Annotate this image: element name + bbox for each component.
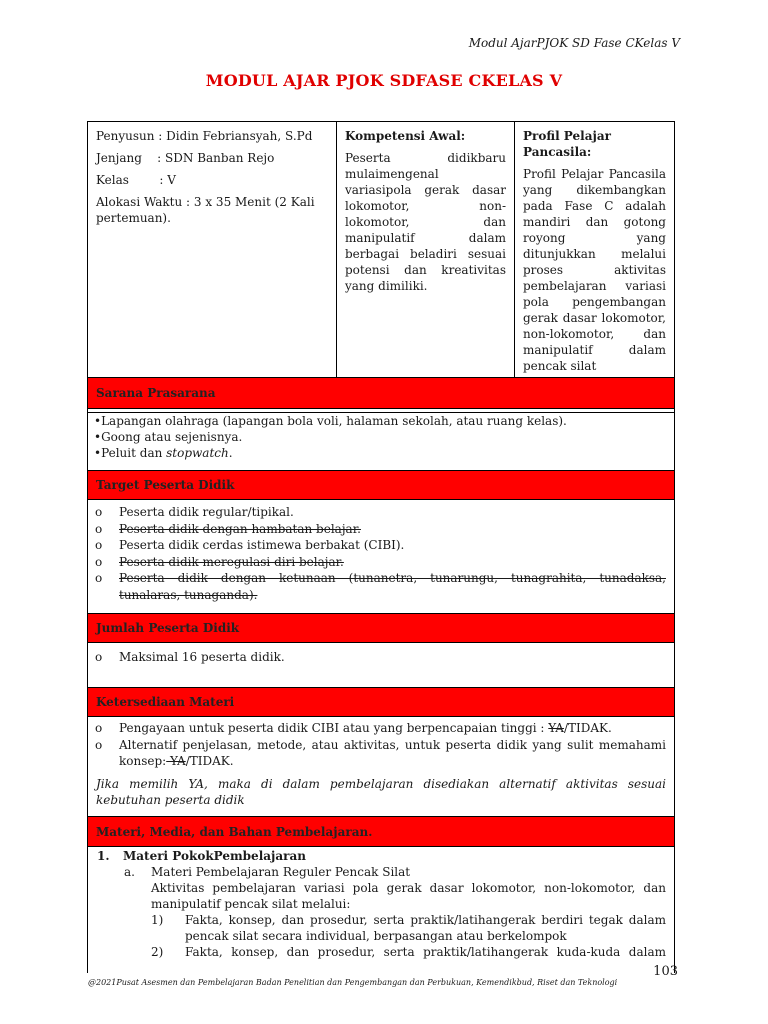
- circle-bullet-icon: o: [95, 538, 103, 552]
- material-availability-content: [88, 720, 674, 816]
- learning-materials-content: [88, 848, 674, 973]
- section-header-material-availability: [88, 687, 674, 717]
- competence-line: berbagai beladiri sesuai: [345, 247, 506, 261]
- pancasila-profile-cell: [514, 122, 674, 377]
- profile-line: yang dikembangkan: [523, 183, 666, 197]
- module-table: [87, 121, 675, 973]
- list-item: o Maksimal 16 peserta didik.: [95, 650, 285, 664]
- circle-bullet-icon: o: [95, 521, 103, 536]
- competence-line: Peserta didikbaru: [345, 151, 506, 165]
- section-title: Materi, Media, dan Bahan Pembelajaran.: [96, 824, 373, 839]
- section-title: Target Peserta Didik: [96, 478, 235, 492]
- initial-competence-heading: Kompetensi Awal:: [345, 129, 466, 143]
- bullet-icon: •: [94, 430, 102, 444]
- profile-line: royong yang: [523, 231, 666, 245]
- page-number: 103: [653, 964, 678, 979]
- identity-cell: [88, 122, 336, 377]
- profile-line: pembelajaran variasi: [523, 279, 666, 293]
- competence-line: lokomotor, non-: [345, 199, 506, 213]
- material-heading-1: 1. Materi PokokPembelajaran: [97, 849, 306, 863]
- competence-line: potensi dan kreativitas: [345, 263, 506, 277]
- circle-bullet-icon: o: [95, 554, 103, 569]
- list-item: o Peserta didik meregulasi diri belajar.: [95, 554, 344, 569]
- circle-bullet-icon: o: [95, 721, 103, 735]
- section-title: Ketersediaan Materi: [96, 695, 235, 709]
- profile-line: proses aktivitas: [523, 263, 666, 277]
- profile-line: manipulatif dalam: [523, 343, 666, 357]
- running-header: Modul AjarPJOK SD Fase CKelas V: [468, 36, 680, 50]
- profile-line: Profil Pelajar Pancasila: [523, 167, 666, 181]
- material-description: Aktivitas pembelajaran variasi pola gerak dasar lokomotor, non-lokomotor, dan manipulatif pencak silat melalui:: [151, 881, 666, 911]
- pancasila-profile-heading: Profil Pelajar Pancasila:: [523, 129, 611, 159]
- section-header-learning-materials: [88, 816, 674, 847]
- list-item: o Peserta didik regular/tipikal.: [95, 505, 294, 519]
- profile-line: pada Fase C adalah: [523, 199, 666, 213]
- profile-line: non-lokomotor, dan: [523, 327, 666, 341]
- footer-copyright: @2021Pusat Asesmen dan Pembelajaran Badan Penelitian dan Pengembangan dan Perbukuan, Kemendikbud, Riset dan Teknologi: [88, 978, 618, 987]
- document-title: MODUL AJAR PJOK SDFASE CKELAS V: [205, 71, 563, 90]
- circle-bullet-icon: o: [95, 505, 103, 519]
- info-row: [88, 122, 674, 377]
- competence-line: manipulatif dalam: [345, 231, 506, 245]
- time-allocation-line: Alokasi Waktu : 3 x 35 Menit (2 Kali pertemuan).: [96, 195, 315, 225]
- section-header-target-students: [88, 470, 674, 500]
- section-title: Jumlah Peserta Didik: [96, 621, 240, 635]
- profile-line: gerak dasar lokomotor,: [523, 311, 666, 325]
- target-students-content: [88, 504, 674, 612]
- level-line: Jenjang : SDN Banban Rejo: [96, 151, 275, 165]
- section-header-student-count: [88, 613, 674, 643]
- class-line: Kelas : V: [96, 173, 176, 187]
- list-item: o Peserta didik dengan hambatan belajar.: [95, 521, 361, 536]
- circle-bullet-icon: o: [95, 650, 103, 664]
- list-item: •Lapangan olahraga (lapangan bola voli, halaman sekolah, atau ruang kelas).: [94, 414, 567, 428]
- student-count-content: [88, 649, 674, 687]
- circle-bullet-icon: o: [95, 571, 103, 585]
- circle-bullet-icon: o: [95, 737, 103, 752]
- competence-line: mulaimengenal: [345, 167, 439, 181]
- list-item: o Peserta didik cerdas istimewa berbakat (CIBI).: [95, 538, 405, 552]
- bullet-icon: •: [94, 414, 102, 428]
- author-line: Penyusun : Didin Febriansyah, S.Pd: [96, 129, 313, 143]
- competence-line: yang dimiliki.: [345, 279, 428, 293]
- bullet-icon: •: [94, 446, 102, 460]
- profile-line: ditunjukkan melalui: [523, 247, 666, 261]
- section-header-facilities: [88, 377, 674, 409]
- availability-note: Jika memilih YA, maka di dalam pembelajaran disediakan alternatif aktivitas sesuai kebutuhan peserta didik: [96, 776, 666, 807]
- list-item: o Pengayaan untuk peserta didik CIBI atau yang berpencapaian tinggi : YA/TIDAK.: [95, 721, 612, 735]
- list-item: o Alternatif penjelasan, metode, atau aktivitas, untuk peserta didik yang sulit memahami konsep: YA/TIDAK.: [95, 737, 666, 768]
- profile-line: mandiri dan gotong: [523, 215, 666, 229]
- list-item: •Peluit dan stopwatch.: [94, 446, 233, 460]
- list-item: o Peserta didik dengan ketunaan (tunanetra, tunarungu, tunagrahita, tunadaksa, tunalaras, tunaganda).: [95, 571, 666, 602]
- section-title: Sarana Prasarana: [96, 386, 216, 400]
- profile-line: pola pengembangan: [523, 295, 666, 309]
- competence-line: lokomotor, dan: [345, 215, 506, 229]
- facilities-content: [88, 412, 674, 472]
- competence-line: variasipola gerak dasar: [345, 183, 506, 197]
- material-subheading-a: a. Materi Pembelajaran Reguler Pencak Silat: [124, 865, 411, 879]
- initial-competence-cell: [336, 122, 514, 377]
- list-item: •Goong atau sejenisnya.: [94, 430, 243, 444]
- material-point-1: 1) Fakta, konsep, dan prosedur, serta praktik/latihangerak berdiri tegak dalam pencak silat secara individual, berpasangan atau berkelompok: [151, 913, 666, 943]
- profile-line: pencak silat: [523, 359, 597, 373]
- material-point-2: 2) Fakta, konsep, dan prosedur, serta praktik/latihangerak kuda-kuda dalam: [151, 945, 666, 959]
